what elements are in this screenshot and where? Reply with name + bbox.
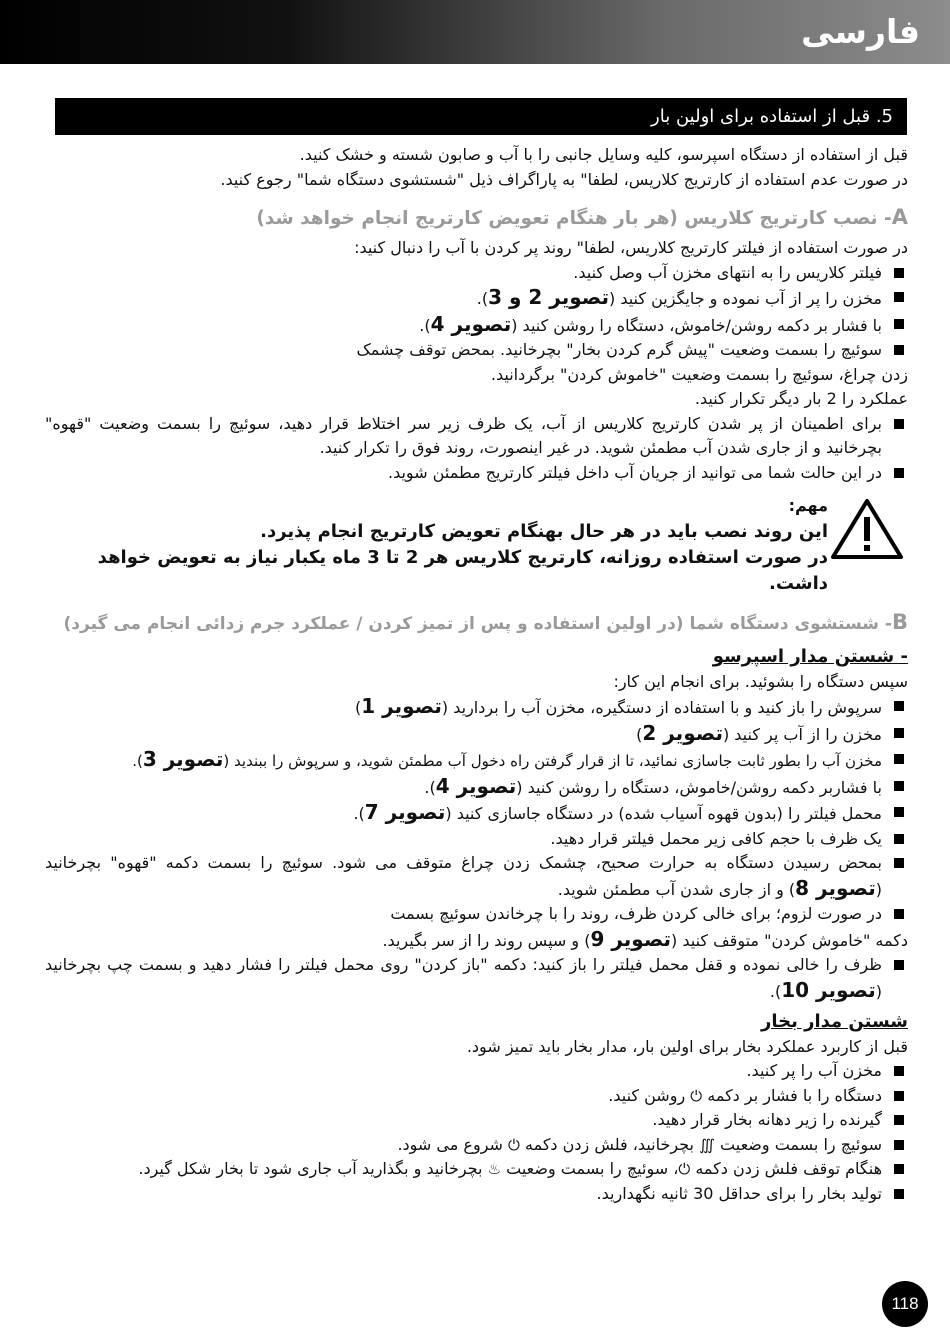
list-item: تولید بخار را برای حداقل 30 ثانیه نگهدارید. — [45, 1182, 908, 1207]
power-icon: ⏻ — [678, 1160, 691, 1178]
section-title: 5. قبل از استفاده برای اولین بار — [651, 106, 893, 127]
part-a-lead: در صورت استفاده از فیلتر کارتریج کلاریس، لطفا" روند پر کردن با آب را دنبال کنید: — [354, 238, 908, 257]
espresso-list — [45, 694, 908, 927]
list-item-text: سرپوش را باز کنید و با استفاده از دستگیره، مخزن آب را بردارید ( — [441, 698, 882, 717]
figure-ref: تصویر 7 — [364, 800, 446, 824]
figure-ref: تصویر 3 — [142, 747, 224, 771]
figure-ref: تصویر 4 — [430, 311, 512, 336]
list-item — [45, 774, 908, 801]
list-item: در این حالت شما می توانید از جریان آب داخل فیلتر کارتریج مطمئن شوید. — [45, 461, 908, 486]
list-item-text: سوئیچ را بسمت وضعیت — [720, 1134, 882, 1154]
list-item-end: ) و از جاری شدن آب مطمئن شوید. — [557, 879, 796, 899]
language-title: فارسی — [801, 12, 920, 51]
list-item — [45, 953, 908, 1004]
list-item-text: روشن کنید. — [608, 1085, 686, 1105]
list-item: مخزن آب را پر کنید. — [45, 1059, 908, 1084]
continuation-line — [45, 927, 908, 954]
intro-line: در صورت عدم استفاده از کارتریج کلاریس، لطفا" به پاراگراف ذیل "شستشوی دستگاه شما" رجوع کنید. — [220, 169, 908, 189]
warning-block — [45, 493, 908, 597]
figure-ref: تصویر 8 — [795, 875, 876, 900]
part-a-heading — [45, 202, 908, 234]
part-b-tag: B — [891, 610, 908, 634]
list-item-text: هنگام توقف فلش زدن دکمه — [695, 1159, 882, 1178]
warning-line: این روند نصب باید در هر حال بهنگام تعویض کارتریج انجام پذیرد. — [260, 521, 828, 542]
part-a-heading-text: - نصب کارتریج کلاریس (هر بار هنگام تعویض کارتریج انجام خواهد شد) — [256, 208, 892, 229]
espresso-lead: سپس دستگاه را بشوئید. برای انجام این کار: — [613, 671, 908, 691]
list-item-text: مخزن آب را بطور ثابت جاسازی نمائید، تا از قرار گرفتن راه دخول آب مطمئن شوید، و سرپوش را ببندید ( — [223, 752, 882, 770]
page-number: 118 — [882, 1281, 928, 1327]
list-item: سوئیچ را بسمت وضعیت "پیش گرم کردن بخار" بچرخانید. بمحض توقف چشمک — [45, 338, 908, 363]
list-item-text: با فشاربر دکمه روشن/خاموش، دستگاه را روشن کنید ( — [516, 777, 882, 797]
list-item-text: شروع می شود. — [397, 1134, 503, 1154]
list-item-end: ). — [419, 315, 431, 335]
steam-list — [45, 1059, 908, 1206]
hot-water-icon: ♨ — [487, 1160, 502, 1178]
figure-ref: تصویر 10 — [781, 977, 876, 1002]
list-item-text: مخزن را پر از آب نموده و جایگزین کنید ( — [608, 289, 882, 308]
figure-ref: تصویر 2 — [642, 720, 723, 745]
warning-line: در صورت استفاده روزانه، کارتریج کلاریس هر 2 تا 3 ماه یکبار نیاز به تعویض خواهد داشت. — [97, 547, 828, 594]
espresso-circuit-heading: - شستن مدار اسپرسو — [712, 646, 908, 667]
list-item — [45, 800, 908, 827]
intro-line: قبل از استفاده از دستگاه اسپرسو، کلیه وسایل جانبی را با آب و صابون شسته و خشک کنید. — [299, 145, 908, 164]
part-b-heading — [45, 607, 908, 639]
list-item — [45, 285, 908, 312]
steam-lead: قبل از کاربرد عملکرد بخار برای اولین بار، مدار بخار باید تمیز شود. — [466, 1036, 908, 1056]
steam-circuit-heading: شستن مدار بخار — [760, 1011, 908, 1032]
list-item-end: ). — [353, 804, 365, 823]
continuation-end: ) و سپس روند را از سر بگیرید. — [382, 930, 591, 950]
steam-icon: ∭ — [699, 1135, 715, 1154]
list-item — [45, 1133, 908, 1158]
list-item-end: ) — [636, 724, 643, 744]
figure-ref: تصویر 2 و 3 — [488, 285, 609, 309]
espresso-list-2 — [45, 953, 908, 1004]
list-item: گیرنده را زیر دهانه بخار قرار دهید. — [45, 1108, 908, 1133]
figure-ref: تصویر 9 — [590, 926, 672, 951]
warning-triangle-icon — [830, 497, 904, 561]
list-item — [45, 721, 908, 748]
continuation-line: عملکرد را 2 بار دیگر تکرار کنید. — [694, 389, 908, 408]
figure-ref: تصویر 1 — [361, 694, 442, 718]
figure-ref: تصویر 4 — [435, 773, 517, 798]
list-item: در صورت لزوم؛ برای خالی کردن ظرف، روند را با چرخاندن سوئیچ بسمت — [45, 902, 908, 927]
list-item-end: ). — [132, 752, 143, 770]
list-item — [45, 312, 908, 339]
continuation-text: دکمه "خاموش کردن" متوقف کنید ( — [671, 930, 908, 950]
page-content — [45, 143, 908, 1206]
list-item-text: بچرخانید، فلش زدن دکمه — [524, 1134, 694, 1154]
list-item — [45, 747, 908, 774]
list-item — [45, 694, 908, 721]
part-b-heading-text: - شستشوی دستگاه شما (در اولین استفاده و پس از تمیز کردن / عملکرد جرم زدائی انجام می گیرد) — [63, 614, 892, 634]
list-item-text: ظرف را خالی نموده و قفل محمل فیلتر را باز کنید: دکمه "باز کردن" روی محمل فیلتر را فشار دهید و بسمت چپ بچرخانید ( — [45, 955, 882, 1001]
list-item: فیلتر کلاریس را به انتهای مخزن آب وصل کنید. — [45, 261, 908, 286]
list-item: یک ظرف با حجم کافی زیر محمل فیلتر قرار دهید. — [45, 827, 908, 852]
list-item-text: با فشار بر دکمه روشن/خاموش، دستگاه را روشن کنید ( — [511, 315, 882, 335]
list-item-end: ). — [769, 981, 782, 1001]
list-item-end: ) — [355, 698, 362, 717]
part-a-list-2 — [45, 412, 908, 486]
list-item-text: دستگاه را با فشار بر دکمه — [707, 1085, 882, 1105]
list-item — [45, 851, 908, 902]
list-item-text: ، سوئیچ را بسمت وضعیت — [506, 1159, 679, 1178]
list-item: برای اطمینان از پر شدن کارتریج کلاریس از آب، یک ظرف زیر سر اختلاط قرار دهید، سوئیچ را بسمت وضعیت "قهوه" بچرخانید و از جاری شدن آب مطمئن شوید. در غیر اینصورت، روند فوق را تکرار کنید. — [45, 412, 908, 461]
power-icon: ⏻ — [508, 1135, 520, 1154]
part-a-tag: A — [891, 205, 908, 229]
list-item-text: بمحض رسیدن دستگاه به حرارت صحیح، چشمک زدن چراغ متوقف می شود. سوئیچ را بسمت دکمه "قهوه" بچرخانید ( — [45, 853, 882, 899]
power-icon: ⏻ — [690, 1086, 703, 1105]
warning-label: مهم: — [788, 496, 828, 515]
section-title-bar — [55, 98, 907, 135]
continuation-line: زدن چراغ، سوئیچ را بسمت وضعیت "خاموش کردن" برگردانید. — [490, 364, 908, 384]
list-item-end: ). — [476, 289, 489, 308]
list-item-text: محمل فیلتر را (بدون قهوه آسیاب شده) در دستگاه جاسازی کنید ( — [445, 804, 882, 823]
list-item — [45, 1084, 908, 1109]
list-item-end: ). — [424, 777, 436, 797]
part-a-list — [45, 261, 908, 363]
list-item — [45, 1157, 908, 1182]
list-item-text: مخزن را از آب پر کنید ( — [722, 724, 882, 744]
list-item-text: بچرخانید و بگذارید آب جاری شود تا بخار شکل گیرد. — [138, 1159, 483, 1178]
